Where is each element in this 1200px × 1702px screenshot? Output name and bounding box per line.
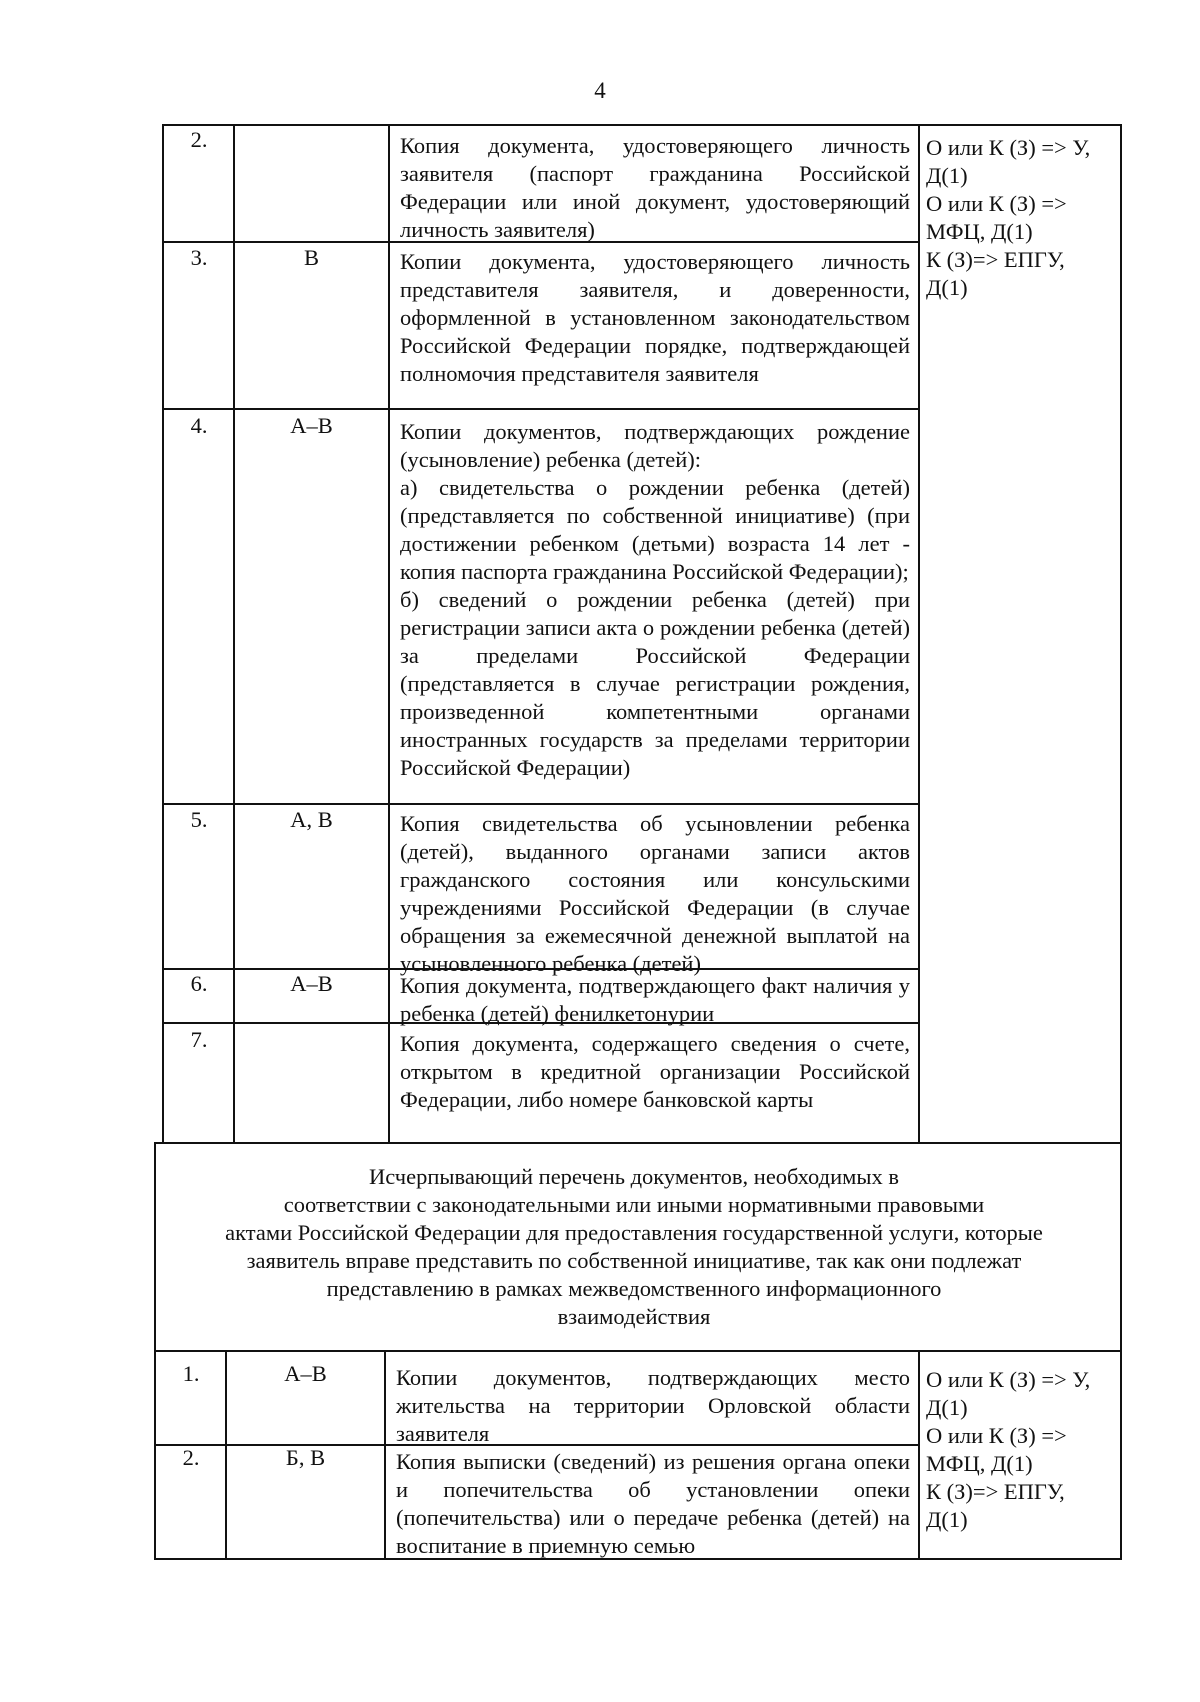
method-line: Д(1) [926,1507,968,1532]
submission-method [926,134,1120,302]
method-line: Д(1) [926,163,968,188]
table-row-category: Б, В [285,1445,326,1470]
table-row-description [400,418,914,782]
table-row-num: 6. [190,971,208,996]
method-line: К (З)=> ЕПГУ, [926,1479,1065,1504]
table2-col-divider-3 [918,1350,920,1560]
table-row-description: Копия документа, содержащего сведения о счете, открытом в кредитной организации Российской Федерации, либо номере банковской карты [400,1031,910,1112]
table-row-description: Копия документа, удостоверяющего личность заявителя (паспорт гражданина Российской Федерации или иной документ, удостоверяющий личность заявителя) [400,133,910,242]
method-line: Д(1) [926,275,968,300]
table-row-num: 2. [182,1445,200,1470]
heading-line: заявитель вправе представить по собственной инициативе, так как они подлежат [246,1248,1022,1273]
table1-col-divider-3 [918,124,920,1144]
method-line: О или К (З) => У, [926,135,1091,160]
table-row-description: Копии документов, подтверждающих место жительства на территории Орловской области заявителя [396,1365,910,1446]
method-line: О или К (З) => [926,191,1067,216]
table-row-num: 7. [190,1027,208,1052]
table-row-category: А, В [290,807,333,832]
table-row-category: А–В [290,413,333,438]
heading-line: соответствии с законодательными или иными нормативными правовыми [283,1192,985,1217]
heading-line: взаимодействия [557,1304,711,1329]
table2-col-divider-2 [384,1350,386,1560]
method-line: Д(1) [926,1395,968,1420]
table-row-num: 5. [190,807,208,832]
method-line: МФЦ, Д(1) [926,1451,1033,1476]
table-row-num: 4. [190,413,208,438]
table-row-category: А–В [284,1361,327,1386]
method-line: О или К (З) => У, [926,1367,1091,1392]
table-row-description: Копия документа, подтверждающего факт наличия у ребенка (детей) фенилкетонурии [400,973,910,1026]
table1-border-right [1120,124,1122,1144]
table-row-category: А–В [290,971,333,996]
table-row-num: 2. [190,127,208,152]
method-line: О или К (З) => [926,1423,1067,1448]
description-paragraph: б) сведений о рождении ребенка (детей) при регистрации записи акта о рождении ребенка (детей) за пределами Российской Федерации (представляется в случае регистрации рождения, произведенной компетентными органами иностранных государств за пределами территории Российской Федерации) [400,587,910,780]
table-row-num: 3. [190,245,208,270]
row-divider [162,408,920,410]
table-row-category: В [303,245,319,270]
heading-border-right [1120,1142,1122,1352]
table-row-num: 1. [182,1361,200,1386]
method-line: МФЦ, Д(1) [926,219,1033,244]
exhaustive-list-heading [154,1163,1114,1331]
table-row-description: Копии документа, удостоверяющего личность представителя заявителя, и доверенности, оформленной в установленном законодательством Российской Федерации порядке, подтверждающей полномочия представителя заявителя [400,249,910,386]
table1-border-bottom [154,1142,1122,1144]
method-line: К (З)=> ЕПГУ, [926,247,1065,272]
page-number: 4 [594,78,606,103]
description-paragraph: а) свидетельства о рождении ребенка (детей) (представляется по собственной инициативе) (при достижении ребенком (детьми) возраста 14 лет - копия паспорта гражданина Российской Федерации); [400,475,910,584]
table2-border-top [154,1350,1122,1352]
table-row-description: Копия выписки (сведений) из решения органа опеки и попечительства об установлении опеки (попечительства) или о передаче ребенка (детей) на воспитание в приемную семью [396,1449,910,1558]
heading-line: представлению в рамках межведомственного информационного [326,1276,942,1301]
submission-method [926,1366,1120,1534]
row-divider [162,803,920,805]
description-paragraph: Копии документов, подтверждающих рождение (усыновление) ребенка (детей): [400,419,910,472]
heading-line: актами Российской Федерации для предоставления государственной услуги, которые [225,1220,1043,1245]
table1-col-divider-2 [388,124,390,1144]
heading-line: Исчерпывающий перечень документов, необходимых в [369,1164,899,1189]
table-row-description: Копия свидетельства об усыновлении ребенка (детей), выданного органами записи актов гражданского состояния или консульскими учреждениями Российской Федерации (в случае обращения за ежемесячной денежной выплатой на усыновленного ребенка (детей) [400,811,910,976]
table2-border-right [1120,1350,1122,1560]
table1-border-top [162,124,1122,126]
